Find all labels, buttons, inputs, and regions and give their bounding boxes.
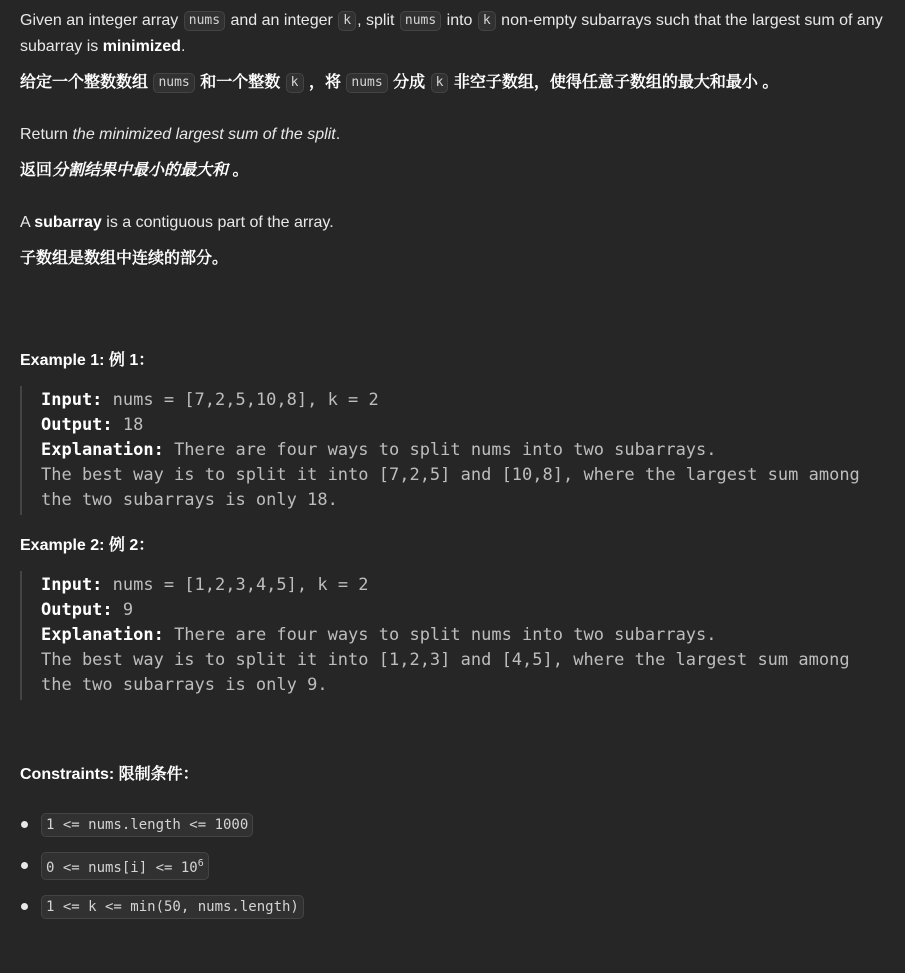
- example-title: Example 2: 例 2：: [20, 537, 155, 554]
- constraints-list: [20, 804, 889, 927]
- code-k: k: [338, 11, 356, 31]
- superscript: 6: [197, 857, 204, 869]
- code-nums: nums: [346, 73, 387, 93]
- return-zh: [20, 158, 889, 184]
- text: 是数组中连续的部分。: [68, 250, 229, 267]
- constraints: [20, 762, 889, 927]
- example-1: [20, 348, 889, 515]
- text: non-empty subarrays such that the largest sum of any subarray is: [20, 12, 883, 55]
- bold-term: minimized: [102, 38, 181, 55]
- input-value: nums = [1,2,3,4,5], k = 2: [102, 575, 369, 595]
- bullet-icon: [21, 821, 28, 828]
- explanation-text: There are four ways to split nums into two subarrays. The best way is to split it into [7,2,5] and [10,8], where the largest sum among the two subarrays is only 18.: [41, 440, 860, 510]
- text: 。: [757, 74, 779, 91]
- input-value: nums = [7,2,5,10,8], k = 2: [102, 390, 379, 410]
- output-value: 9: [112, 600, 134, 620]
- constraint-code: 1 <= nums.length <= 1000: [41, 813, 253, 837]
- code-k: k: [431, 73, 449, 93]
- constraint-code: [41, 852, 209, 880]
- output-label: Output:: [41, 415, 113, 435]
- explanation-text: There are four ways to split nums into two subarrays. The best way is to split it into [1,2,3] and [4,5], where the largest sum among the two subarrays is only 9.: [41, 625, 850, 695]
- text: .: [180, 38, 186, 55]
- text: 。: [228, 162, 249, 179]
- subarray-en: [20, 210, 889, 236]
- text: 和一个整数: [195, 74, 285, 91]
- bold-term: subarray: [34, 214, 102, 231]
- bullet-icon: [21, 862, 28, 869]
- output-label: Output:: [41, 600, 113, 620]
- code-k: k: [478, 11, 496, 31]
- code-k: k: [286, 73, 304, 93]
- code-nums: nums: [400, 11, 441, 31]
- intro-zh: [20, 70, 889, 96]
- bold-term: 子数组: [20, 250, 69, 267]
- code-nums: nums: [153, 73, 194, 93]
- text: , split: [357, 12, 399, 29]
- explanation-label: Explanation:: [41, 625, 164, 645]
- example-2: [20, 533, 889, 700]
- explanation-label: Explanation:: [41, 440, 164, 460]
- text: is a contiguous part of the array.: [101, 214, 334, 231]
- constraints-title: Constraints: 限制条件：: [20, 766, 199, 783]
- output-value: 18: [112, 415, 144, 435]
- italic-term: the minimized largest sum of the split: [72, 126, 336, 143]
- constraint-code: 1 <= k <= min(50, nums.length): [41, 895, 304, 919]
- bold-term: 最小: [725, 74, 758, 91]
- text: Given an integer array: [20, 12, 183, 29]
- subarray-zh: [20, 246, 889, 272]
- example-block: [20, 571, 889, 700]
- text: A: [20, 214, 35, 231]
- text: ，将: [304, 74, 346, 91]
- text: Return: [20, 126, 73, 143]
- text: into: [442, 12, 477, 29]
- list-item: [20, 845, 889, 886]
- code-nums: nums: [184, 11, 225, 31]
- list-item: [20, 886, 889, 927]
- text: 给定一个整数数组: [20, 74, 153, 91]
- text: 非空子数组，使得任意子数组的最大和: [449, 74, 726, 91]
- italic-term: 分割结果中最小的最大和: [52, 162, 229, 179]
- text: 分成: [388, 74, 430, 91]
- list-item: [20, 804, 889, 845]
- return-en: [20, 122, 889, 148]
- input-label: Input:: [41, 575, 103, 595]
- input-label: Input:: [41, 390, 103, 410]
- constraint-text: 0 <= nums[i] <= 10: [46, 859, 198, 876]
- text: .: [335, 126, 341, 143]
- intro-en: [20, 8, 889, 60]
- example-block: [20, 386, 889, 515]
- example-title: Example 1: 例 1：: [20, 352, 155, 369]
- text: 返回: [20, 162, 53, 179]
- text: and an integer: [226, 12, 338, 29]
- bullet-icon: [21, 903, 28, 910]
